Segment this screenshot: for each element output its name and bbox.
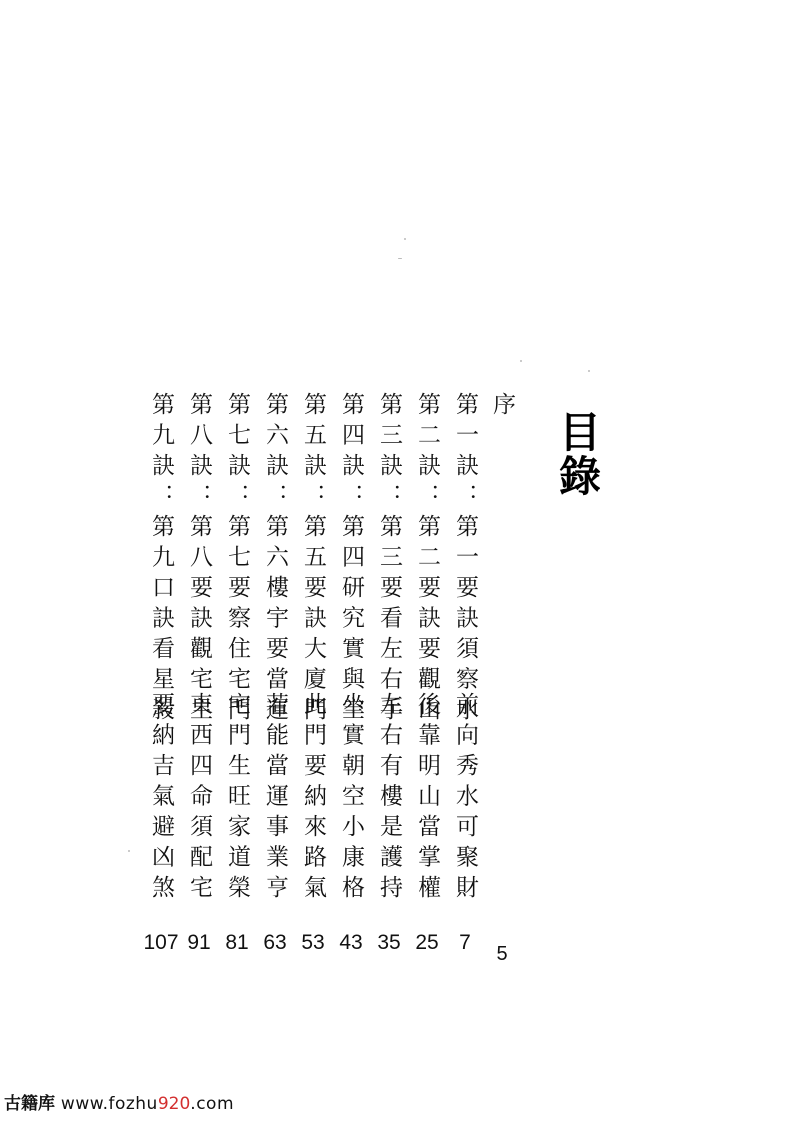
toc-entry-page-number: 107 bbox=[143, 931, 179, 954]
toc-entry-page-number: 25 bbox=[415, 931, 439, 954]
toc-entry-heading: 第三訣：第三要看左右手 bbox=[376, 392, 402, 728]
toc-entry-heading: 第六訣：第六樓宇要當運 bbox=[262, 392, 288, 728]
toc-entry bbox=[260, 392, 290, 972]
toc-entry-subtitle: 坐實朝空小康格 bbox=[338, 692, 364, 906]
scan-speck bbox=[520, 360, 522, 362]
toc-entry-subtitle: 若能當運事業亨 bbox=[262, 692, 288, 906]
toc-entry-subtitle: 要納吉氣避凶煞 bbox=[148, 692, 174, 906]
toc-entry-page-number: 7 bbox=[459, 931, 471, 954]
preface-label: 序 bbox=[489, 392, 515, 423]
toc-entry bbox=[184, 392, 214, 972]
toc-entry bbox=[450, 392, 480, 972]
toc-entry-page-number: 35 bbox=[377, 931, 401, 954]
scan-speck bbox=[588, 370, 590, 372]
toc-entry-heading: 第二訣：第二要訣要觀山 bbox=[414, 392, 440, 728]
toc-entry bbox=[374, 392, 404, 972]
toc-entry-page-number: 53 bbox=[301, 931, 325, 954]
toc-title: 目錄 bbox=[553, 410, 602, 498]
toc-entry-heading: 第四訣：第四研究實與空 bbox=[338, 392, 364, 728]
toc-entry-subtitle: 此門要納來路氣 bbox=[300, 692, 326, 906]
toc-entry-subtitle: 左右有樓是護持 bbox=[376, 692, 402, 906]
toc-entry bbox=[336, 392, 366, 972]
toc-entry-heading: 第五訣：第五要訣大廈門 bbox=[300, 392, 326, 728]
toc-entry-heading: 第七訣：第七要察住宅門 bbox=[224, 392, 250, 728]
scan-speck bbox=[128, 850, 130, 852]
toc-entry-subtitle: 東西四命須配宅 bbox=[186, 692, 212, 906]
toc-entry-subtitle: 後靠明山當掌權 bbox=[414, 692, 440, 906]
scan-speck bbox=[398, 258, 402, 259]
toc-entry bbox=[298, 392, 328, 972]
toc-entry bbox=[222, 392, 252, 972]
toc-entry bbox=[143, 392, 179, 972]
preface-page-number: 5 bbox=[496, 943, 508, 965]
toc-entry-heading: 第一訣：第一要訣須察水 bbox=[452, 392, 478, 728]
footer-site-prefix: www.fozhu bbox=[60, 1094, 158, 1114]
footer-site-suffix: .com bbox=[190, 1094, 235, 1114]
footer-site-accent: 920 bbox=[157, 1094, 191, 1114]
scan-speck bbox=[404, 238, 406, 240]
toc-entry-heading: 第八訣：第八要訣觀宅主 bbox=[186, 392, 212, 728]
toc-entry-page-number: 43 bbox=[339, 931, 363, 954]
footer-watermark bbox=[4, 1089, 234, 1114]
toc-entry-subtitle: 宅門生旺家道榮 bbox=[224, 692, 250, 906]
toc-preface bbox=[487, 392, 517, 972]
toc-entry-page-number: 63 bbox=[263, 931, 287, 954]
toc-entry-page-number: 81 bbox=[225, 931, 249, 954]
toc-entry-page-number: 91 bbox=[187, 931, 211, 954]
footer-brand: 古籍库 bbox=[4, 1094, 55, 1114]
toc-entry-subtitle: 前向秀水可聚財 bbox=[452, 692, 478, 906]
toc-entry bbox=[412, 392, 442, 972]
toc-entry-heading: 第九訣：第九口訣看星殺 bbox=[148, 392, 174, 728]
